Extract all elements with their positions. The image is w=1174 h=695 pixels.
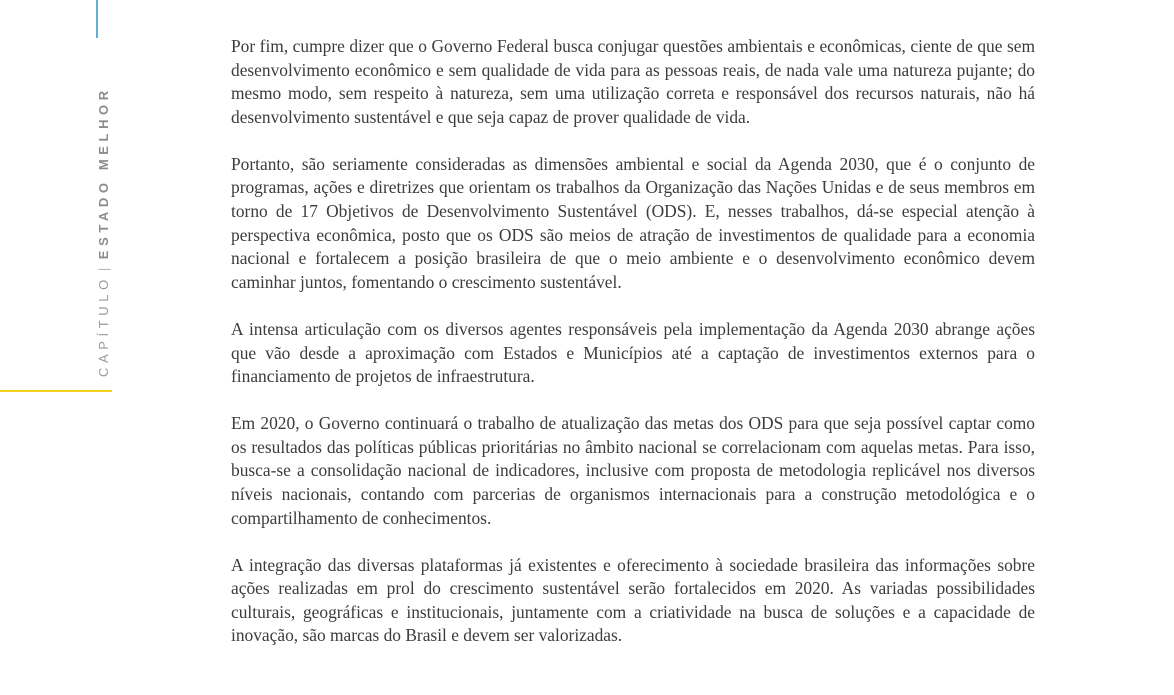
chapter-word: CAPÍTULO [96, 275, 111, 377]
accent-line-yellow [0, 390, 112, 392]
paragraph: A intensa articulação com os diversos agentes responsáveis pela implementação da Agenda 2030 abrange ações que vão desde a aproximação com Estados e Municípios até a captação de investimentos externos para o financiamento de projetos de infraestrutura. [231, 318, 1035, 387]
chapter-separator: | [96, 263, 111, 272]
paragraph: A integração das diversas plataformas já existentes e oferecimento à sociedade brasileira das informações sobre ações realizadas em prol do crescimento sustentável serão fortalecidos em 2020. As variadas possibilidades culturais, geográficas e institucionais, juntamente com a criatividade na busca de soluções e a capacidade de inovação, são marcas do Brasil e devem ser valorizadas. [231, 554, 1035, 646]
chapter-label [96, 86, 112, 377]
chapter-name: ESTADO MELHOR [96, 86, 111, 260]
accent-line-blue [96, 0, 98, 38]
paragraph: Por fim, cumpre dizer que o Governo Federal busca conjugar questões ambientais e econômicas, ciente de que sem desenvolvimento econômico e sem qualidade de vida para as pessoas reais, de nada vale uma natureza pujante; do mesmo modo, sem respeito à natureza, sem uma utilização correta e responsável dos recursos naturais, não há desenvolvimento sustentável e que seja capaz de prover qualidade de vida. [231, 36, 1035, 127]
paragraph: Em 2020, o Governo continuará o trabalho de atualização das metas dos ODS para que seja possível captar como os resultados das políticas públicas prioritárias no âmbito nacional se correlacionam com aquelas metas. Para isso, busca-se a consolidação nacional de indicadores, inclusive com proposta de metodologia replicável nos diversos níveis nacionais, contando com parcerias de organismos internacionais para a construção metodológica e o compartilhamento de conhecimentos. [231, 413, 1035, 528]
chapter-sidebar [0, 0, 112, 695]
paragraph: Portanto, são seriamente consideradas as dimensões ambiental e social da Agenda 2030, que é o conjunto de programas, ações e diretrizes que orientam os trabalhos da Organização das Nações Unidas e de seus membros em torno de 17 Objetivos de Desenvolvimento Sustentável (ODS). E, nesses trabalhos, dá-se especial atenção à perspectiva econômica, posto que os ODS são meios de atração de investimentos de qualidade para a economia nacional e fortalecem a posição brasileira de que o meio ambiente e o desenvolvimento econômico devem caminhar juntos, fomentando o crescimento sustentável. [231, 153, 1035, 292]
body-text [231, 35, 1035, 672]
